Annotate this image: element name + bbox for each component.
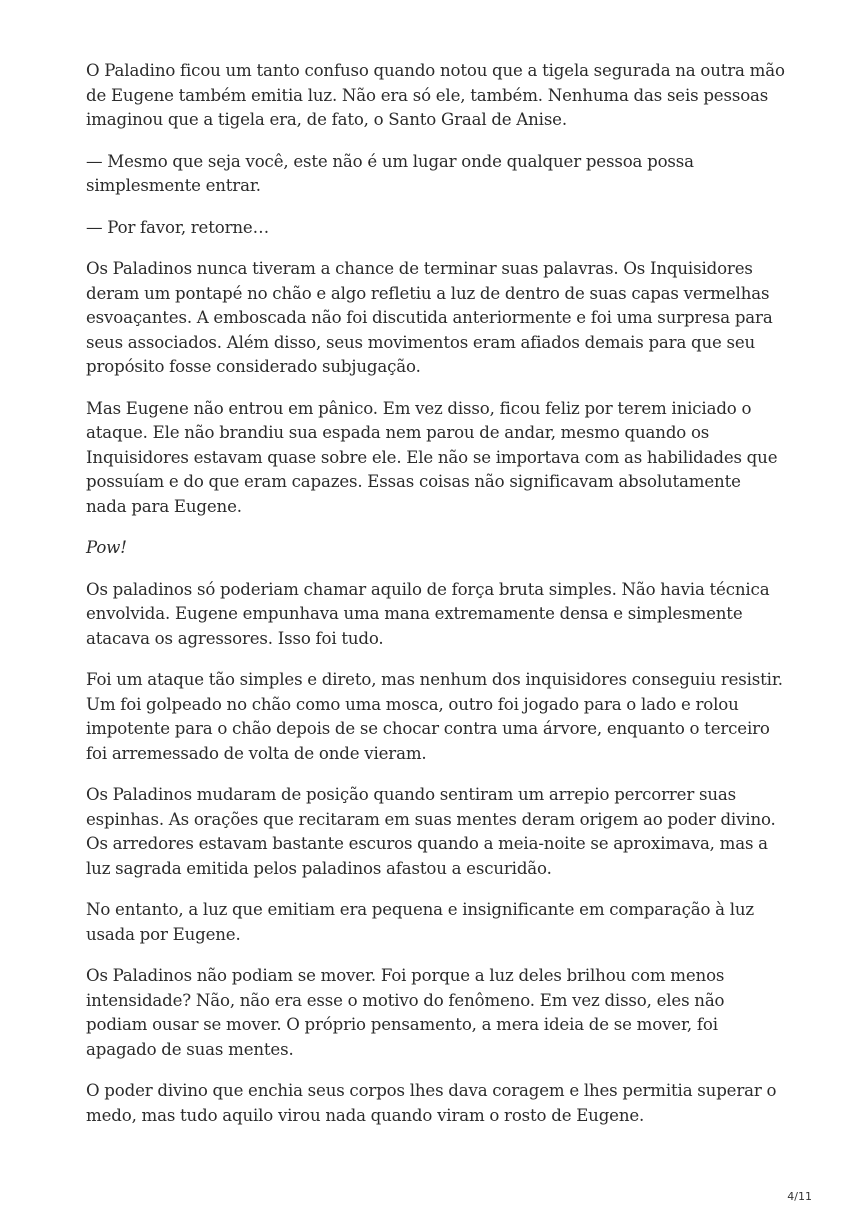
paragraph: Os Paladinos nunca tiveram a chance de terminar suas palavras. Os Inquisidores deram um pontapé no chão e algo refletiu a luz de dentro de suas capas vermelhas esvoaçantes. A emboscada não foi discutida anteriormente e foi uma surpresa para seus associados. Além disso, seus movimentos eram afiados demais para que seu propósito fosse considerado subjugação. bbox=[86, 259, 773, 376]
paragraph: Os Paladinos não podiam se mover. Foi porque a luz deles brilhou com menos intensidade? Não, não era esse o motivo do fenômeno. Em vez disso, eles não podiam ousar se mover. O próprio pensamento, a mera ideia de se mover, foi apagado de suas mentes. bbox=[86, 966, 725, 1059]
paragraph: Mas Eugene não entrou em pânico. Em vez disso, ficou feliz por terem iniciado o ataque. Ele não brandiu sua espada nem parou de andar, mesmo quando os Inquisidores estavam quase sobre ele. Ele não se importava com as habilidades que possuíam e do que eram capazes. Essas coisas não significavam absolutamente nada para Eugene. bbox=[86, 398, 778, 516]
paragraph-sound-effect: Pow! bbox=[86, 538, 127, 557]
paragraph: Os paladinos só poderiam chamar aquilo de força bruta simples. Não havia técnica envolvida. Eugene empunhava uma mana extremamente densa e simplesmente atacava os agressores. Isso foi tudo. bbox=[86, 579, 770, 648]
paragraph: — Mesmo que seja você, este não é um lugar onde qualquer pessoa possa simplesmente entrar. bbox=[86, 151, 694, 195]
paragraph: No entanto, a luz que emitiam era pequena e insignificante em comparação à luz usada por Eugene. bbox=[86, 900, 754, 944]
paragraph: O poder divino que enchia seus corpos lhes dava coragem e lhes permitia superar o medo, mas tudo aquilo virou nada quando viram o rosto de Eugene. bbox=[86, 1081, 777, 1125]
paragraph: Foi um ataque tão simples e direto, mas nenhum dos inquisidores conseguiu resistir. Um foi golpeado no chão como uma mosca, outro foi jogado para o lado e rolou impotente para o chão depois de se chocar contra uma árvore, enquanto o terceiro foi arremessado de volta de onde vieram. bbox=[86, 670, 783, 763]
document-body bbox=[86, 59, 786, 1145]
page-number: 4/11 bbox=[787, 1190, 812, 1203]
paragraph: — Por favor, retorne… bbox=[86, 217, 270, 237]
paragraph: Os Paladinos mudaram de posição quando sentiram um arrepio percorrer suas espinhas. As orações que recitaram em suas mentes deram origem ao poder divino. Os arredores estavam bastante escuros quando a meia-noite se aproximava, mas a luz sagrada emitida pelos paladinos afastou a escuridão. bbox=[86, 785, 776, 878]
paragraph: O Paladino ficou um tanto confuso quando notou que a tigela segurada na outra mão de Eugene também emitia luz. Não era só ele, também. Nenhuma das seis pessoas imaginou que a tigela era, de fato, o Santo Graal de Anise. bbox=[86, 61, 785, 129]
